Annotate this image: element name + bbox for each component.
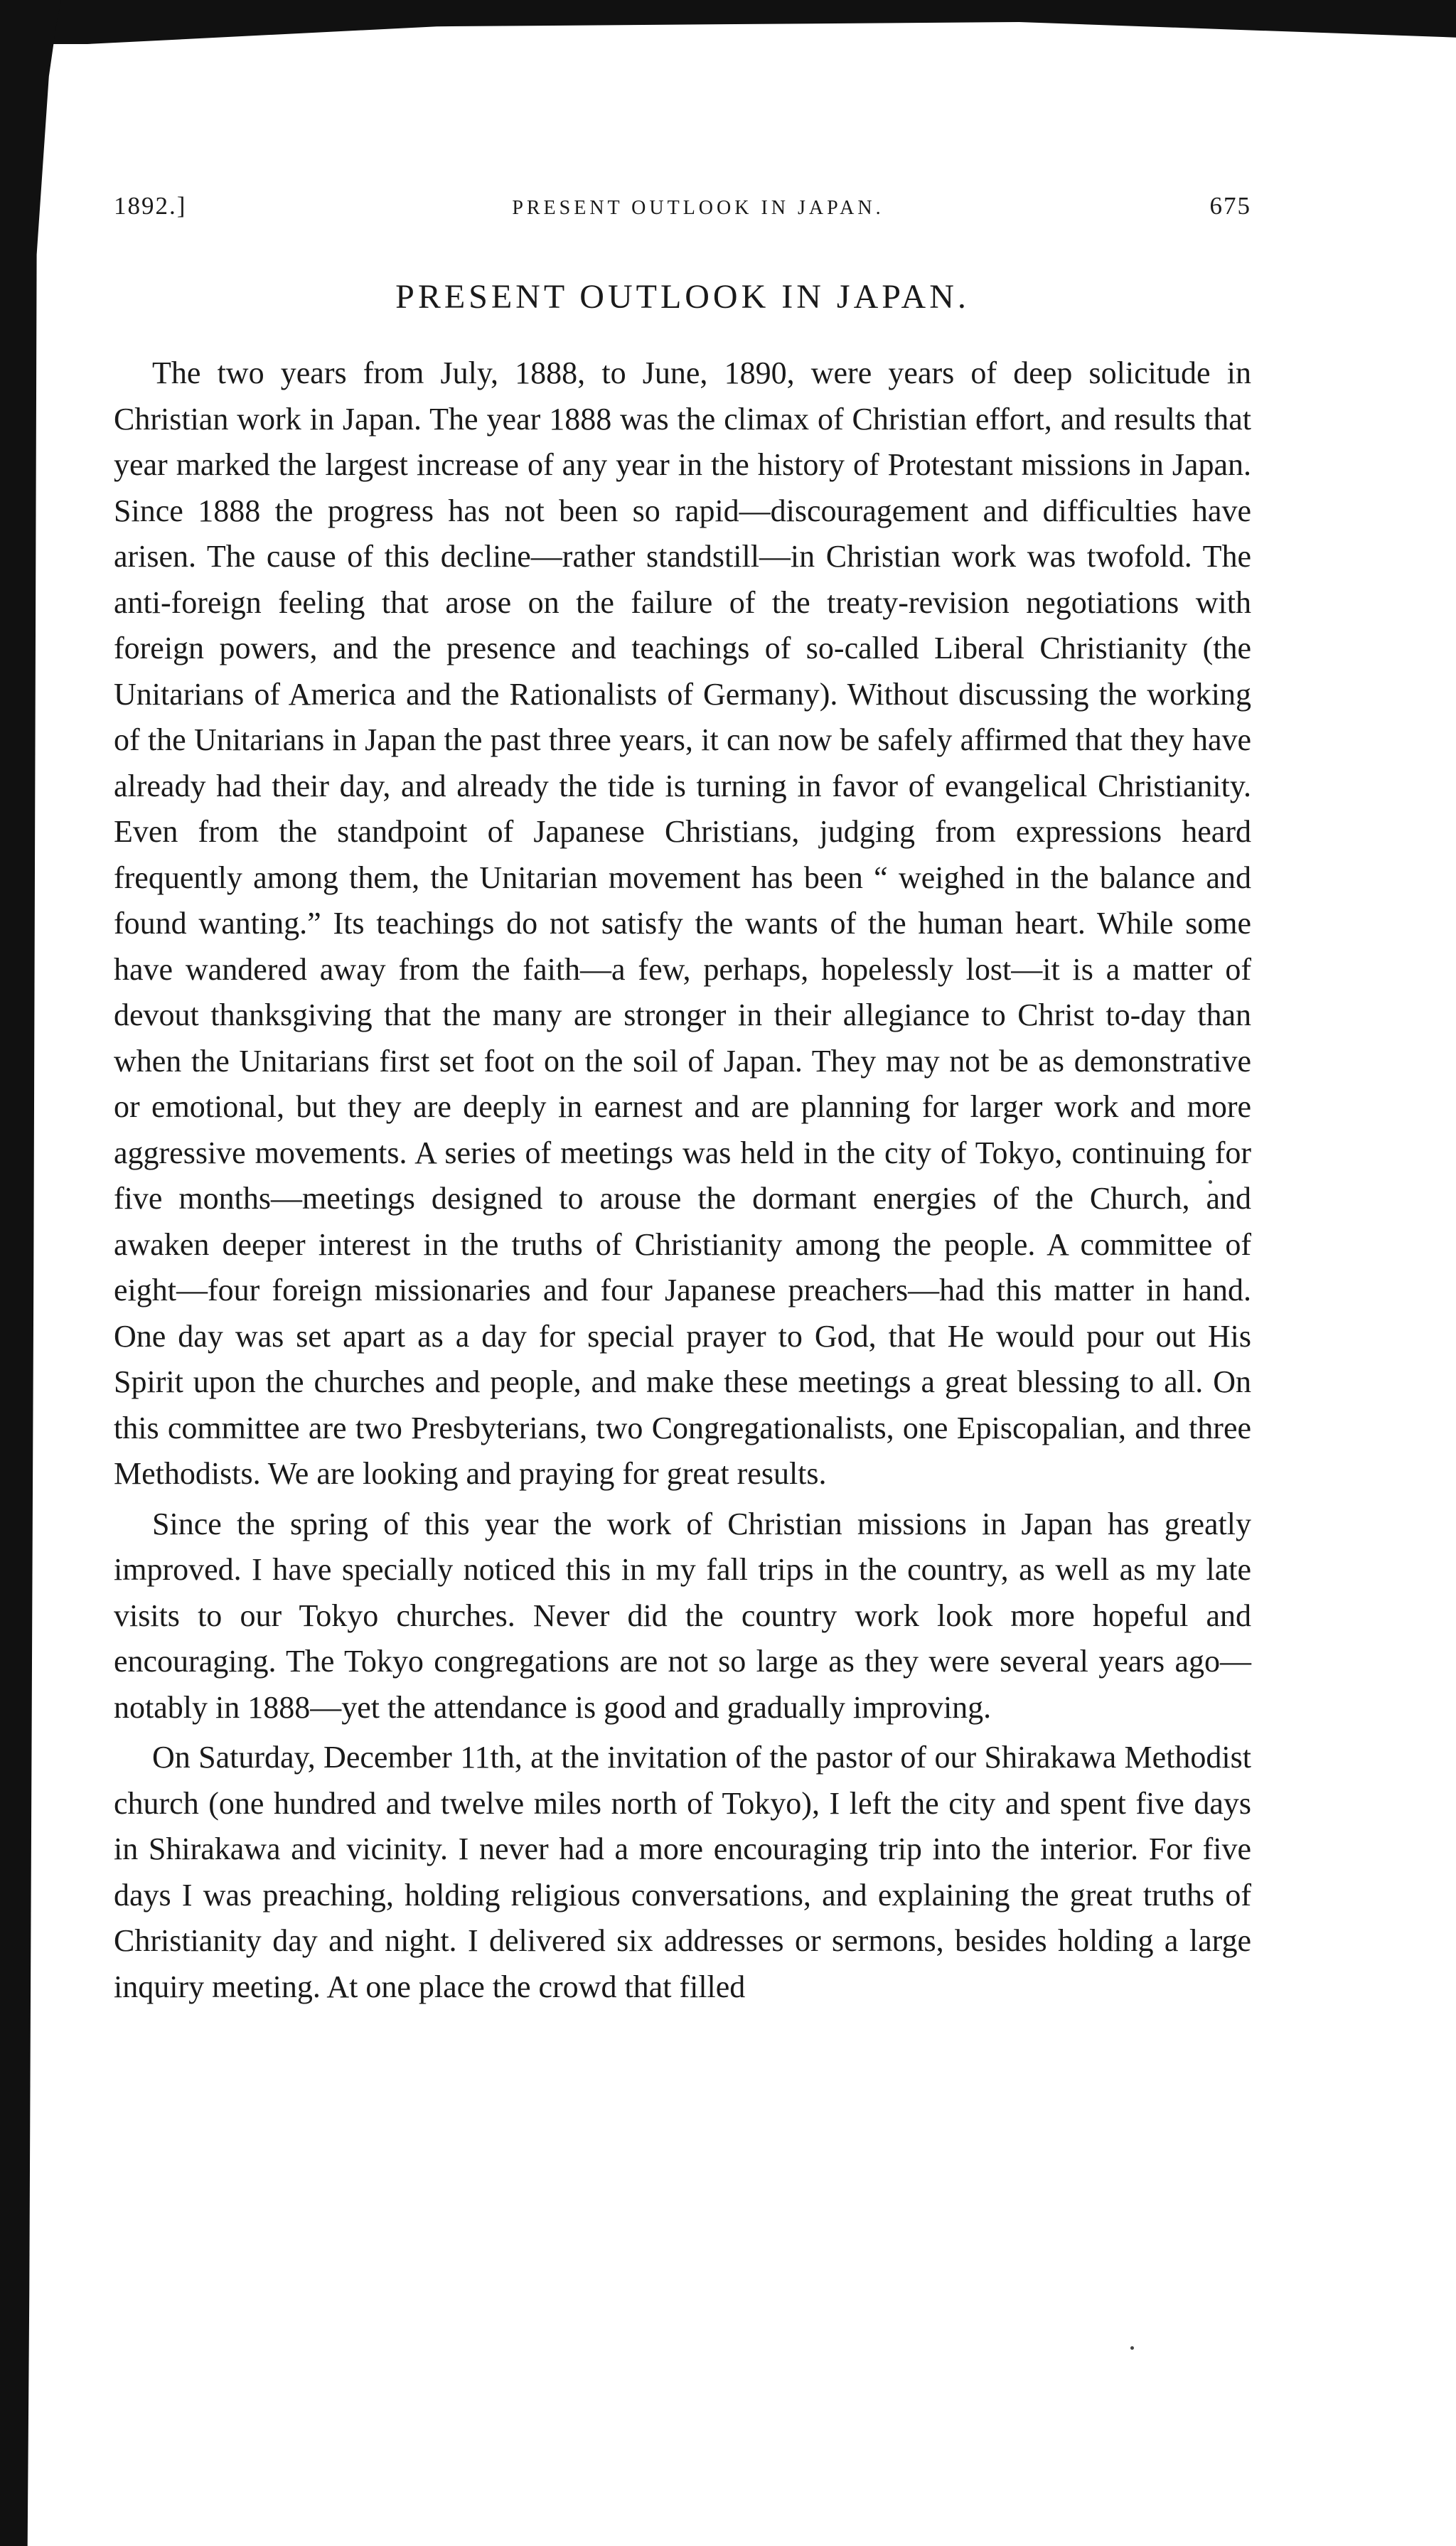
scan-edge-top [0, 0, 1456, 44]
article-title: PRESENT OUTLOOK IN JAPAN. [395, 278, 970, 316]
running-head [114, 192, 1251, 235]
paragraph: Since the spring of this year the work of Christian missions in Japan has greatly improved. I have specially noticed this in my fall trips in the country, as well as my late visits to our Tokyo churches. Never did the country work look more hopeful and encouraging. The Tokyo congregations are not so large as they were several years ago—notably in 1888—yet the attendance is good and gradually improving. [114, 1506, 1251, 1725]
book-page [114, 192, 1251, 2010]
scan-edge-left [0, 0, 61, 2546]
paragraph: On Saturday, December 11th, at the invitation of the pastor of our Shirakawa Methodist church (one hundred and twelve miles north of Tokyo), I left the city and spent five days in Shirakawa and vicinity. I never had a more encouraging trip into the interior. For five days I was preaching, holding religious conversations, and explaining the great truths of Christianity day and night. I delivered six addresses or sermons, besides holding a large inquiry meeting. At one place the crowd that filled [114, 1740, 1251, 2004]
paragraph: The two years from July, 1888, to June, 1890, were years of deep solicitude in Christian work in Japan. The year 1888 was the climax of Christian effort, and results that year marked the largest increase of any year in the history of Protestant missions in Japan. Since 1888 the progress has not been so rapid—discouragement and difficulties have arisen. The cause of this decline—rather standstill—in Christian work was twofold. The anti-foreign feeling that arose on the failure of the treaty-revision negotiations with foreign powers, and the presence and teachings of so-called Liberal Christianity (the Unitarians of America and the Rationalists of Germany). Without discussing the working of the Unitarians in Japan the past three years, it can now be safely affirmed that they have already had their day, and already the tide is turning in favor of evangelical Christianity. Even from the standpoint of Japanese Christians, judging from expressions heard frequently among them, the Unitarian movement has been “ weighed in the balance and found wanting.” Its teachings do not satisfy the wants of the human heart. While some have wandered away from the faith—a few, perhaps, hopelessly lost—it is a matter of devout thanksgiving that the many are stronger in their allegiance to Christ to-day than when the Unitarians first set foot on the soil of Japan. They may not be as demonstrative or emotional, but they are deeply in earnest and are planning for larger work and more aggressive movements. A series of meetings was held in the city of Tokyo, continuing for five months—meetings designed to arouse the dormant energies of the Church, and awaken deeper interest in the truths of Christianity among the people. A committee of eight—four foreign missionaries and four Japanese preachers—had this matter in hand. One day was set apart as a day for special prayer to God, that He would pour out His Spirit upon the churches and people, and make these meetings a great blessing to all. On this committee are two Presbyterians, two Congregationalists, one Episcopalian, and three Methodists. We are looking and praying for great results. [114, 355, 1251, 1491]
running-title: PRESENT OUTLOOK IN JAPAN. [512, 197, 884, 219]
page-number: 675 [1209, 192, 1251, 220]
scan-speck [1130, 2346, 1134, 2350]
header-year: 1892.] [114, 192, 187, 220]
